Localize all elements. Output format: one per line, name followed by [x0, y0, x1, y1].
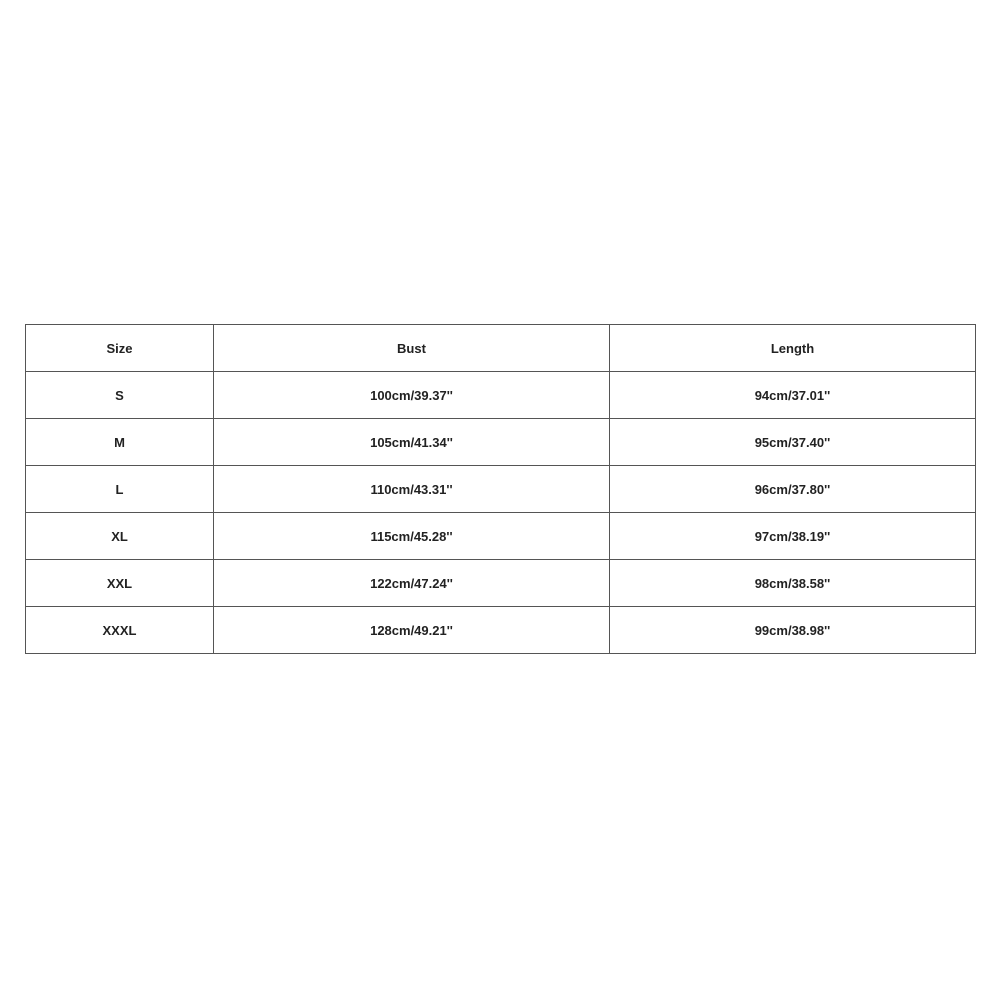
length-cell: 98cm/38.58'': [610, 560, 976, 607]
table-row: [26, 513, 976, 560]
length-cell: 96cm/37.80'': [610, 466, 976, 513]
bust-cell: 122cm/47.24'': [214, 560, 610, 607]
size-cell: XXXL: [26, 607, 214, 654]
length-cell: 97cm/38.19'': [610, 513, 976, 560]
size-cell: M: [26, 419, 214, 466]
header-bust: Bust: [214, 325, 610, 372]
length-cell: 99cm/38.98'': [610, 607, 976, 654]
table-row: [26, 372, 976, 419]
header-length: Length: [610, 325, 976, 372]
bust-cell: 128cm/49.21'': [214, 607, 610, 654]
bust-cell: 110cm/43.31'': [214, 466, 610, 513]
table-row: [26, 419, 976, 466]
size-cell: S: [26, 372, 214, 419]
size-cell: XXL: [26, 560, 214, 607]
length-cell: 95cm/37.40'': [610, 419, 976, 466]
table-row: [26, 607, 976, 654]
bust-cell: 115cm/45.28'': [214, 513, 610, 560]
bust-cell: 105cm/41.34'': [214, 419, 610, 466]
size-cell: L: [26, 466, 214, 513]
bust-cell: 100cm/39.37'': [214, 372, 610, 419]
length-cell: 94cm/37.01'': [610, 372, 976, 419]
size-chart-table: [25, 324, 976, 654]
table-row: [26, 560, 976, 607]
table-row: [26, 466, 976, 513]
table-header-row: [26, 325, 976, 372]
size-cell: XL: [26, 513, 214, 560]
header-size: Size: [26, 325, 214, 372]
